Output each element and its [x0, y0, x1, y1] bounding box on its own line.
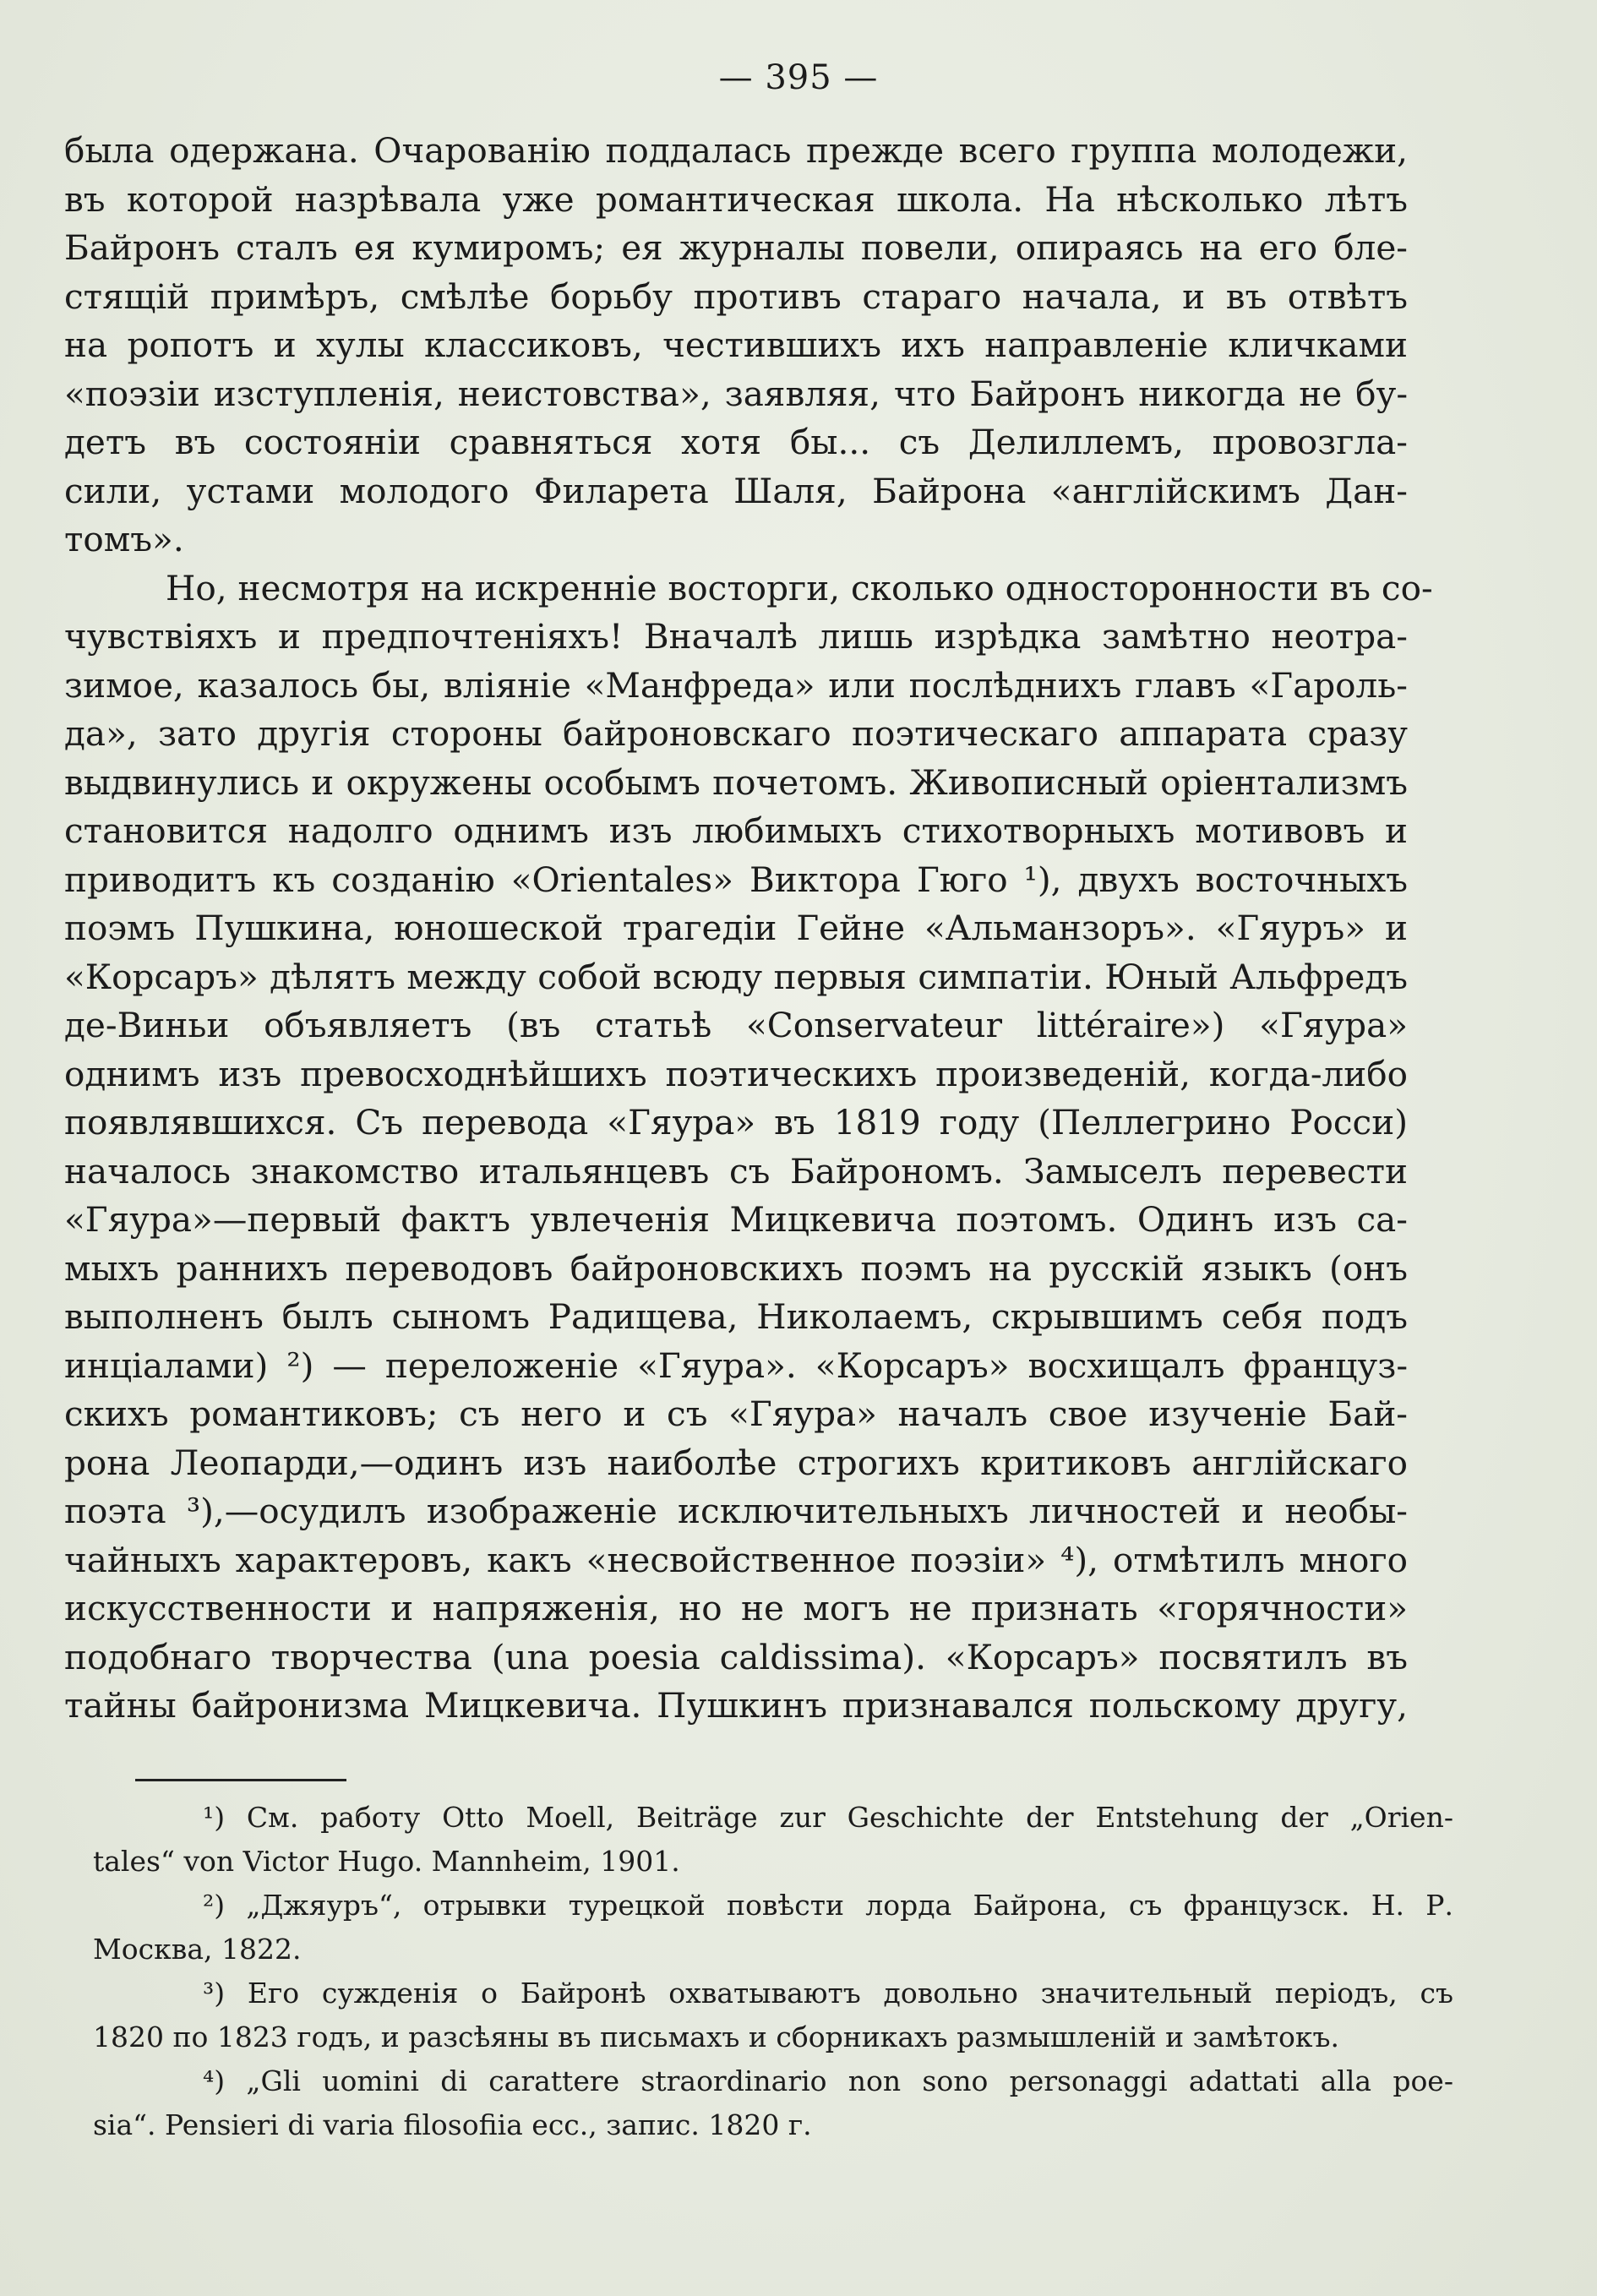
footnote-2: [93, 1884, 1453, 1972]
text-line: Но, несмотря на искренніе восторги, сколько односторонности въ со-: [166, 567, 1433, 608]
footnote-line: Москва, 1822.: [93, 1933, 302, 1966]
footnote-3: [93, 1972, 1453, 2059]
text-line: чувствіяхъ и предпочтеніяхъ! Вначалѣ лишь изрѣдка замѣтно неотра-: [64, 616, 1408, 657]
footnote-line: 1820 по 1823 годъ, и разсѣяны въ письмахъ и сборникахъ размышленій и замѣтокъ.: [93, 2021, 1340, 2053]
main-text: [64, 127, 1433, 1731]
text-line: началось знакомство итальянцевъ съ Байрономъ. Замыселъ перевести: [64, 1150, 1408, 1192]
text-line: поэта ³),—осудилъ изображеніе исключительныхъ личностей и необы-: [64, 1491, 1408, 1531]
footnote-line: ⁴) „Gli uomini di carattere straordinario non sono personaggi adattati alla poe-: [203, 2064, 1453, 2097]
text-line: чайныхъ характеровъ, какъ «несвойственное поэзіи» ⁴), отмѣтилъ много: [64, 1539, 1408, 1580]
page-number: — 395 —: [718, 58, 879, 97]
text-line: «поэзіи изступленія, неистовства», заявляя, что Байронъ никогда не бу-: [64, 373, 1408, 414]
text-line: однимъ изъ превосходнѣйшихъ поэтическихъ произведеній, когда-либо: [64, 1053, 1408, 1094]
footnote-4: [93, 2059, 1453, 2147]
text-line: скихъ романтиковъ; съ него и съ «Гяура» началъ свое изученіе Бай-: [64, 1393, 1408, 1434]
text-line: подобнаго творчества (una poesia caldissima). «Корсаръ» посвятилъ въ: [64, 1636, 1408, 1677]
text-line: была одержана. Очарованію поддалась прежде всего группа молодежи,: [64, 130, 1408, 171]
footnote-1: [93, 1796, 1453, 1884]
text-line: мыхъ раннихъ переводовъ байроновскихъ поэмъ на русскій языкъ (онъ: [64, 1247, 1408, 1289]
text-line: появлявшихся. Съ перевода «Гяура» въ 1819 году (Пеллегрино Росси): [64, 1102, 1408, 1143]
text-line: да», зато другія стороны байроновскаго поэтическаго аппарата сразу: [64, 713, 1408, 754]
text-line: «Гяура»—первый фактъ увлеченія Мицкевича поэтомъ. Одинъ изъ са-: [64, 1199, 1408, 1240]
footnote-line: ¹) См. работу Otto Moell, Beiträge zur Geschichte der Entstehung der „Orien-: [203, 1801, 1453, 1834]
text-line: стящій примѣръ, смѣлѣе борьбу противъ стараго начала, и въ отвѣтъ: [64, 275, 1408, 317]
text-line: въ которой назрѣвала уже романтическая школа. На нѣсколько лѣтъ: [64, 178, 1408, 220]
text-line: приводитъ къ созданію «Orientales» Виктора Гюго ¹), двухъ восточныхъ: [64, 859, 1408, 900]
footnote-line: tales“ von Victor Hugo. Mannheim, 1901.: [93, 1845, 680, 1878]
text-line: томъ».: [64, 519, 184, 559]
text-line: детъ въ состояніи сравняться хотя бы... съ Делиллемъ, провозгла-: [64, 422, 1408, 462]
text-line: тайны байронизма Мицкевича. Пушкинъ признавался польскому другу,: [64, 1685, 1408, 1726]
text-line: де-Виньи объявляетъ (въ статьѣ «Conservateur littéraire») «Гяура»: [64, 1005, 1408, 1045]
text-line: рона Леопарди,—одинъ изъ наиболѣе строгихъ критиковъ англійскаго: [64, 1442, 1408, 1483]
footnotes: [93, 1796, 1453, 2147]
text-line: искусственности и напряженія, но не могъ не признать «горячности»: [64, 1588, 1408, 1628]
text-line: зимое, казалось бы, вліяніе «Манфреда» или послѣднихъ главъ «Гароль-: [64, 664, 1408, 706]
text-line: «Корсаръ» дѣлятъ между собой всюду первыя симпатіи. Юный Альфредъ: [64, 956, 1408, 997]
text-line: выдвинулись и окружены особымъ почетомъ. Живописный оріентализмъ: [64, 761, 1408, 803]
footnote-line: ²) „Джяуръ“, отрывки турецкой повѣсти лорда Байрона, съ французск. Н. Р.: [203, 1889, 1453, 1922]
text-line: становится надолго однимъ изъ любимыхъ стихотворныхъ мотивовъ и: [64, 810, 1408, 851]
text-line: сили, устами молодого Филарета Шаля, Байрона «англійскимъ Дан-: [64, 470, 1408, 511]
text-line: инціалами) ²) — переложеніе «Гяура». «Корсаръ» восхищалъ француз-: [64, 1344, 1408, 1386]
footnote-line: ³) Его сужденія о Байронѣ охватываютъ довольно значительный періодъ, съ: [203, 1977, 1453, 2010]
text-line: выполненъ былъ сыномъ Радищева, Николаемъ, скрывшимъ себя подъ: [64, 1296, 1408, 1337]
text-line: Байронъ сталъ ея кумиромъ; ея журналы повели, опираясь на его бле-: [64, 227, 1408, 268]
text-line: на ропотъ и хулы классиковъ, честившихъ ихъ направленіе кличками: [64, 324, 1408, 365]
text-line: поэмъ Пушкина, юношеской трагедіи Гейне «Альманзоръ». «Гяуръ» и: [64, 908, 1408, 948]
footnote-line: sia“. Pensieri di varia filosofiia ecc., запис. 1820 г.: [93, 2108, 812, 2141]
footnote-divider: [135, 1779, 346, 1781]
